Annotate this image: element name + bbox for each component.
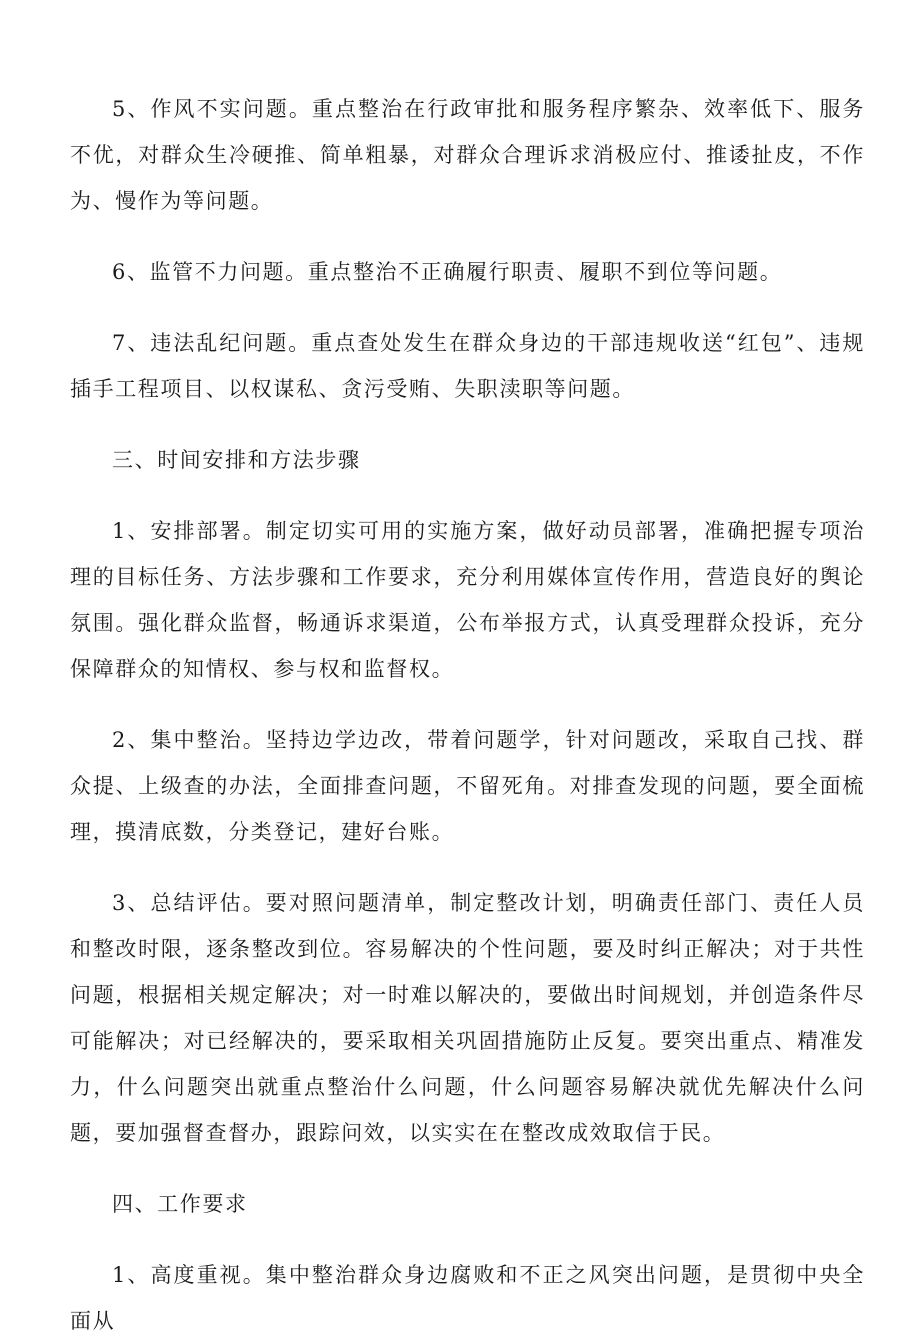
- paragraph-summary-evaluation: 3、总结评估。要对照问题清单，制定整改计划，明确责任部门、责任人员和整改时限，逐条整改到位。容易解决的个性问题，要及时纠正解决；对于共性问题，根据相关规定解决；对一时难以解决的，要做出时间规划，并创造条件尽可能解决；对已经解决的，要采取相关巩固措施防止反复。要突出重点、精准发力，什么问题突出就重点整治什么问题，什么问题容易解决就优先解决什么问题，要加强督查督办，跟踪问效，以实实在在整改成效取信于民。: [70, 891, 865, 1145]
- paragraph-style-issues: 5、作风不实问题。重点整治在行政审批和服务程序繁杂、效率低下、服务不优，对群众生冷硬推、简单粗暴，对群众合理诉求消极应付、推诿扯皮，不作为、慢作为等问题。: [70, 97, 865, 213]
- section-heading-schedule: 三、时间安排和方法步骤: [112, 448, 361, 472]
- document-page: [70, 86, 865, 1344]
- section-heading-work-requirements: 四、工作要求: [112, 1192, 248, 1216]
- paragraph-supervision-issues: 6、监管不力问题。重点整治不正确履行职责、履职不到位等问题。: [112, 260, 783, 284]
- paragraph-high-attention: 1、高度重视。集中整治群众身边腐败和不正之风突出问题，是贯彻中央全面从: [70, 1263, 865, 1333]
- paragraph-discipline-issues: 7、违法乱纪问题。重点查处发生在群众身边的干部违规收送“红包”、违规插手工程项目、以权谋私、贪污受贿、失职渎职等问题。: [70, 331, 865, 401]
- paragraph-deployment: 1、安排部署。制定切实可用的实施方案，做好动员部署，准确把握专项治理的目标任务、方法步骤和工作要求，充分利用媒体宣传作用，营造良好的舆论氛围。强化群众监督，畅通诉求渠道，公布举报方式，认真受理群众投诉，充分保障群众的知情权、参与权和监督权。: [70, 519, 865, 681]
- paragraph-concentrated-rectification: 2、集中整治。坚持边学边改，带着问题学，针对问题改，采取自己找、群众提、上级查的办法，全面排查问题，不留死角。对排查发现的问题，要全面梳理，摸清底数，分类登记，建好台账。: [70, 728, 865, 844]
